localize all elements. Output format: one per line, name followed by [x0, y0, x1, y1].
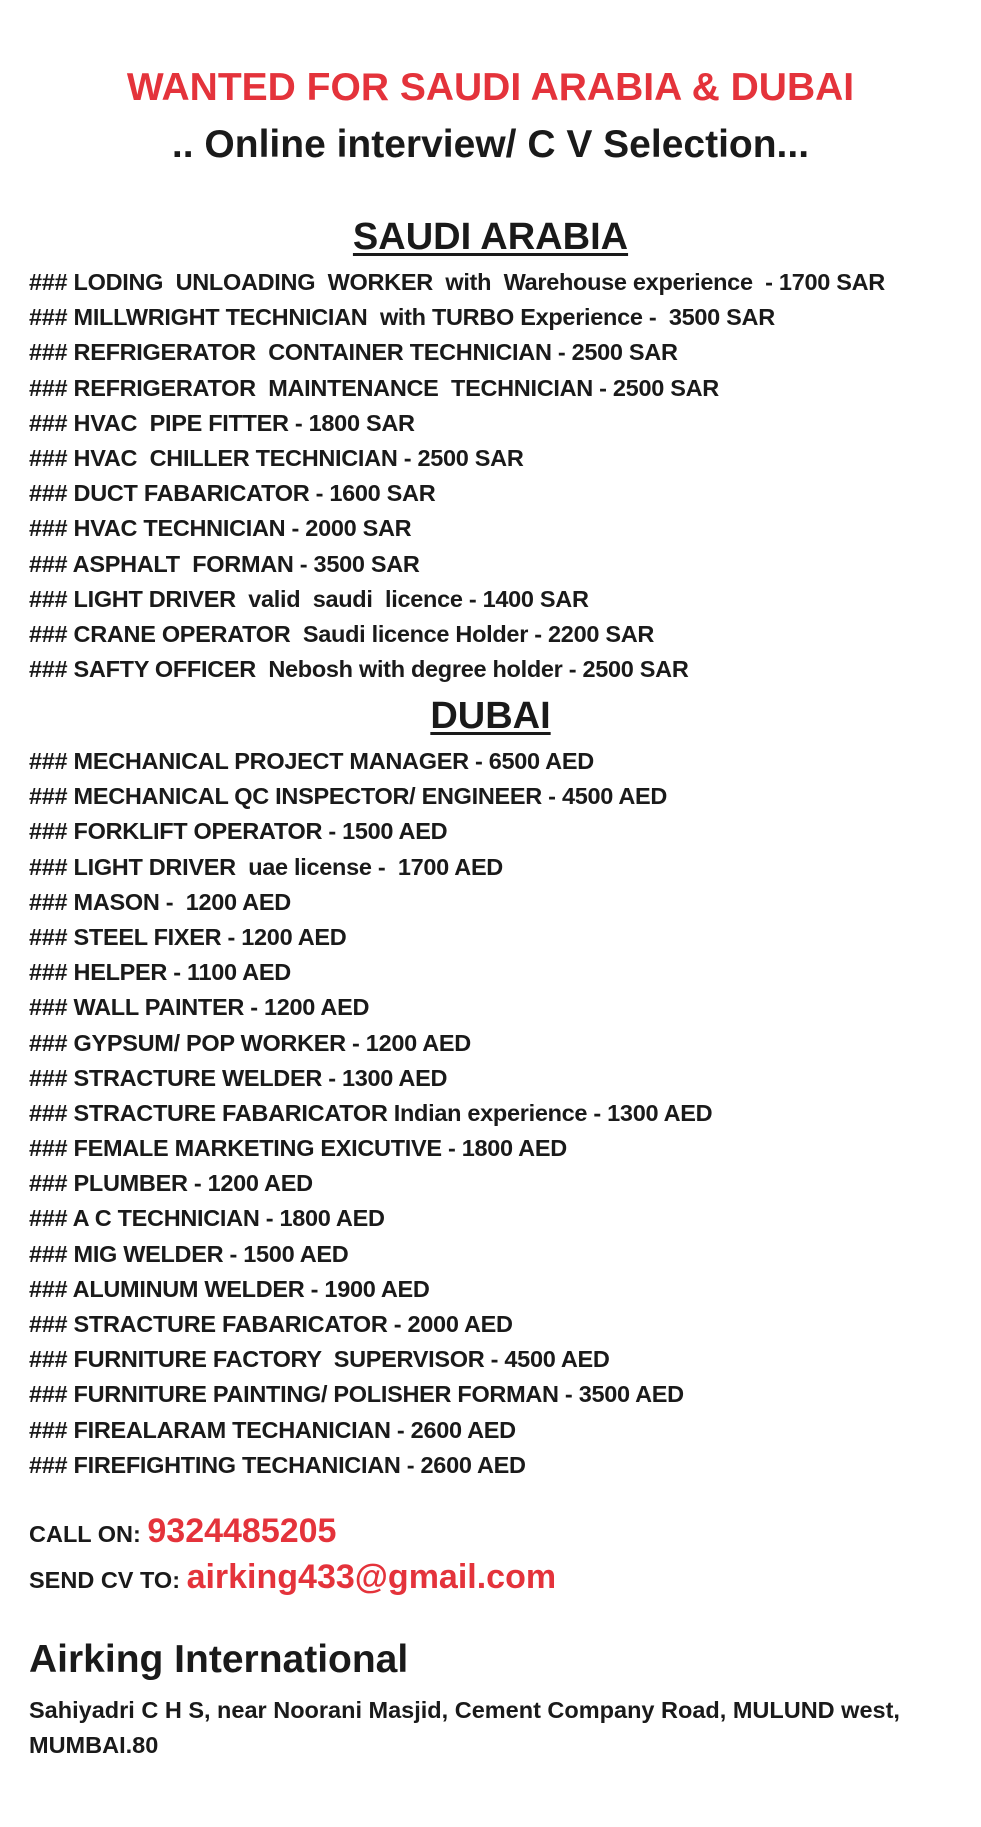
job-item: ### ASPHALT FORMAN - 3500 SAR [29, 550, 420, 577]
job-item: ### HVAC CHILLER TECHNICIAN - 2500 SAR [29, 444, 524, 471]
job-item: ### FORKLIFT OPERATOR - 1500 AED [29, 818, 448, 845]
job-item: ### MASON - 1200 AED [29, 888, 291, 915]
call-label: CALL ON: [29, 1521, 148, 1547]
job-item: ### MECHANICAL QC INSPECTOR/ ENGINEER - 4500 AED [29, 783, 668, 810]
job-item: ### REFRIGERATOR CONTAINER TECHNICIAN - 2500 SAR [29, 339, 678, 366]
job-item: ### GYPSUM/ POP WORKER - 1200 AED [29, 1029, 471, 1056]
job-item: ### FIREALARAM TECHANICIAN - 2600 AED [29, 1416, 516, 1443]
job-item: ### FURNITURE PAINTING/ POLISHER FORMAN - 3500 AED [29, 1381, 684, 1408]
saudi-section-heading [0, 215, 981, 259]
job-item: ### MIG WELDER - 1500 AED [29, 1240, 349, 1267]
job-item: ### HVAC PIPE FITTER - 1800 SAR [29, 409, 415, 436]
subtitle: .. Online interview/ C V Selection... [171, 123, 810, 166]
job-item: ### SAFTY OFFICER Nebosh with degree holder - 2500 SAR [29, 656, 689, 683]
dubai-job-list [29, 744, 974, 1483]
job-item: ### LODING UNLOADING WORKER with Warehouse experience - 1700 SAR [29, 269, 885, 295]
company-name: Airking International [29, 1638, 409, 1681]
job-item: ### STRACTURE FABARICATOR Indian experience - 1300 AED [29, 1099, 713, 1126]
job-item: ### FURNITURE FACTORY SUPERVISOR - 4500 AED [29, 1346, 610, 1373]
job-item: ### STRACTURE FABARICATOR - 2000 AED [29, 1311, 513, 1337]
job-item: ### PLUMBER - 1200 AED [29, 1170, 313, 1197]
cv-label: SEND CV TO: [29, 1567, 187, 1593]
job-item: ### STRACTURE WELDER - 1300 AED [29, 1064, 448, 1091]
saudi-job-list [29, 265, 974, 687]
job-item: ### MILLWRIGHT TECHNICIAN with TURBO Experience - 3500 SAR [29, 304, 775, 331]
dubai-heading-text: DUBAI [430, 695, 551, 737]
saudi-heading-text: SAUDI ARABIA [352, 216, 629, 258]
job-item: ### CRANE OPERATOR Saudi licence Holder - 2200 SAR [29, 620, 655, 647]
job-item: ### LIGHT DRIVER valid saudi licence - 1400 SAR [29, 585, 589, 612]
job-item: ### FIREFIGHTING TECHANICIAN - 2600 AED [29, 1451, 526, 1478]
job-item: ### FEMALE MARKETING EXICUTIVE - 1800 AED [29, 1135, 567, 1162]
job-item: ### A C TECHNICIAN - 1800 AED [29, 1205, 385, 1232]
job-item: ### ALUMINUM WELDER - 1900 AED [29, 1275, 430, 1302]
email-address: airking433@gmail.com [186, 1558, 557, 1596]
company-address: Sahiyadri C H S, near Noorani Masjid, Cement Company Road, MULUND west, MUMBAI.80 [29, 1697, 900, 1758]
job-item: ### LIGHT DRIVER uae license - 1700 AED [29, 853, 503, 880]
job-item: ### MECHANICAL PROJECT MANAGER - 6500 AED [29, 748, 594, 774]
job-item: ### HELPER - 1100 AED [29, 959, 291, 986]
job-item: ### REFRIGERATOR MAINTENANCE TECHNICIAN - 2500 SAR [29, 374, 719, 401]
job-item: ### DUCT FABARICATOR - 1600 SAR [29, 480, 436, 507]
job-item: ### HVAC TECHNICIAN - 2000 SAR [29, 515, 412, 542]
job-item: ### WALL PAINTER - 1200 AED [29, 994, 370, 1021]
main-title: WANTED FOR SAUDI ARABIA & DUBAI [126, 66, 855, 109]
call-line [29, 1512, 336, 1551]
job-item: ### STEEL FIXER - 1200 AED [29, 923, 347, 950]
dubai-section-heading [0, 694, 981, 738]
phone-number: 9324485205 [147, 1512, 337, 1550]
cv-line [29, 1558, 556, 1597]
